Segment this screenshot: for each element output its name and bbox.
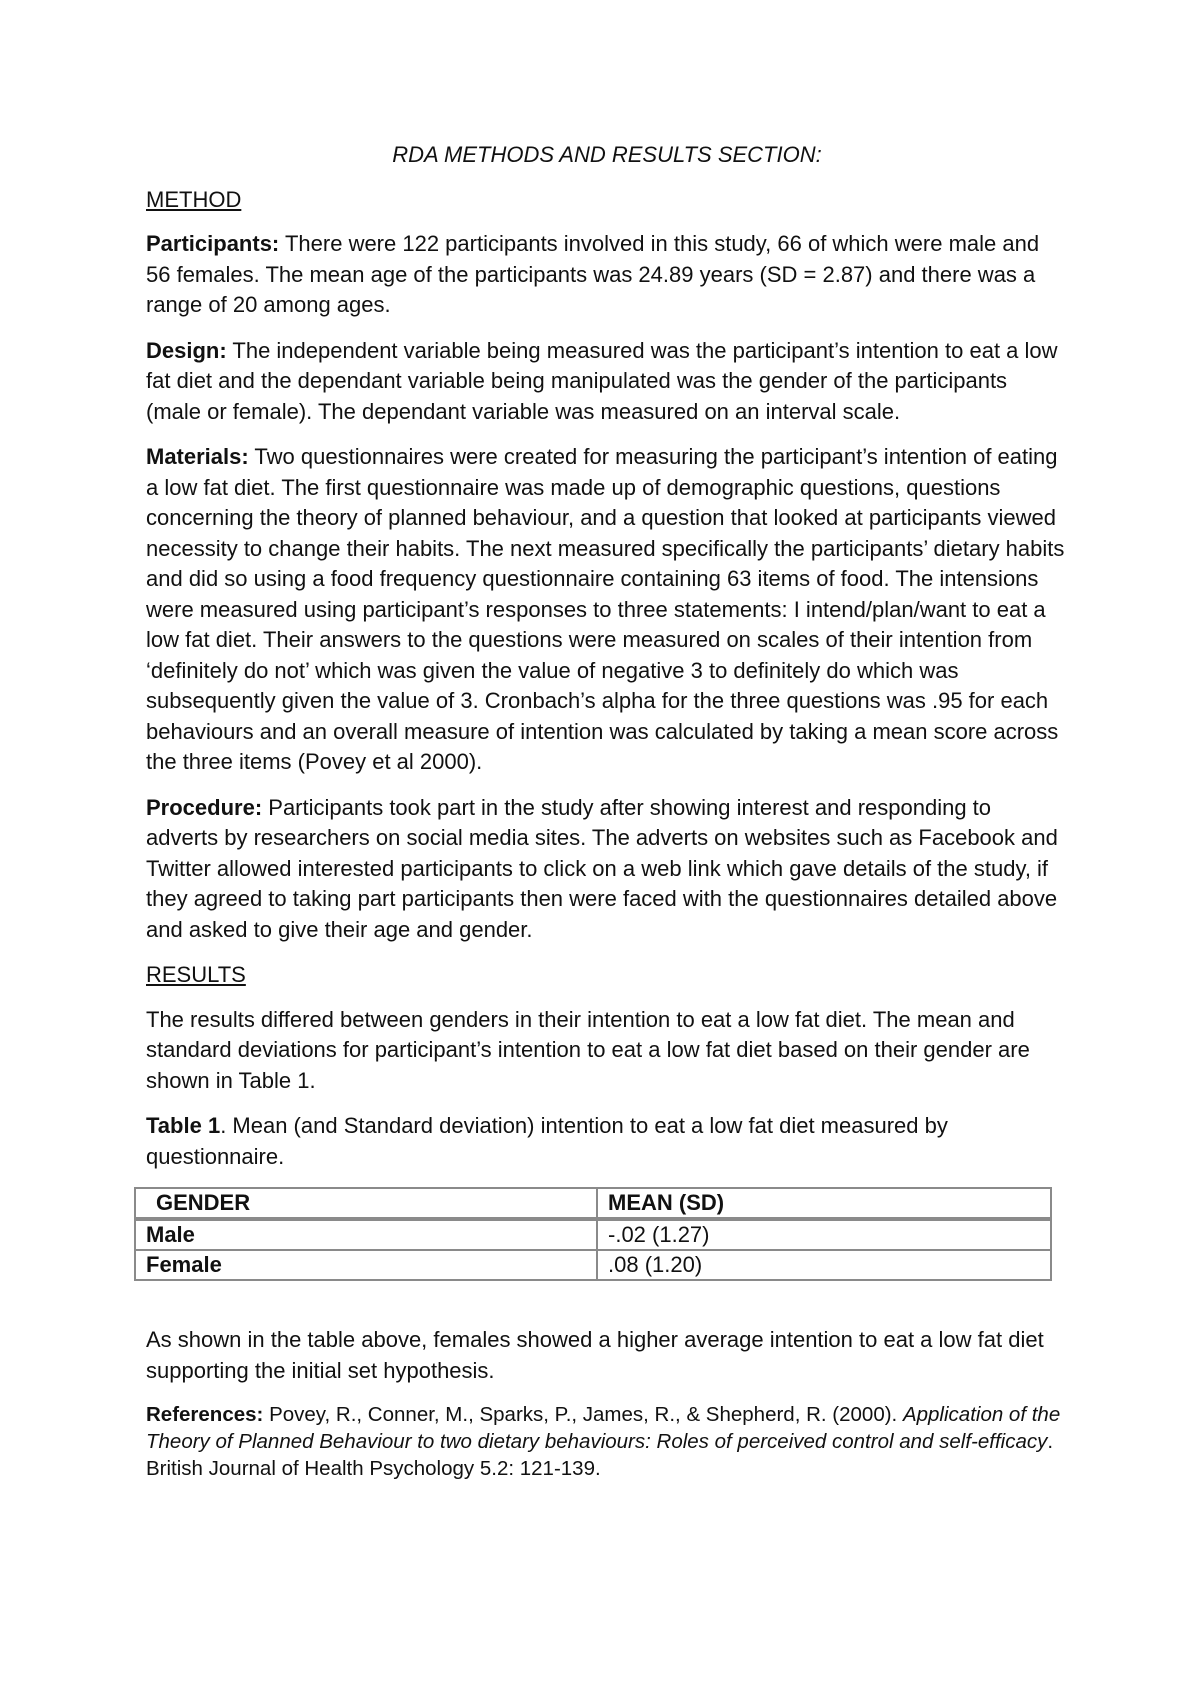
materials-paragraph (146, 442, 1068, 778)
document-page (146, 140, 1068, 1497)
table-header-gender: GENDER (135, 1188, 597, 1219)
references-authors: Povey, R., Conner, M., Sparks, P., James, R., & Shepherd, R. (2000). (263, 1403, 903, 1426)
references-paragraph (146, 1401, 1068, 1482)
participants-text: There were 122 participants involved in this study, 66 of which were male and 56 females. The mean age of the participants was 24.89 years (SD = 2.87) and there was a range of 20 among ages. (146, 231, 1040, 317)
table-caption (146, 1111, 1068, 1172)
table-cell-mean: .08 (1.20) (597, 1250, 1051, 1280)
participants-label: Participants: (146, 231, 280, 256)
procedure-paragraph (146, 793, 1068, 946)
table-header-row (135, 1188, 1051, 1219)
procedure-label: Procedure: (146, 794, 263, 820)
results-heading: RESULTS (146, 962, 246, 987)
table-caption-label: Table 1 (146, 1113, 221, 1138)
table-cell-gender: Male (135, 1219, 597, 1250)
table-row (135, 1250, 1051, 1280)
design-paragraph (146, 336, 1068, 428)
design-text: The independent variable being measured was the participant’s intention to eat a low fat diet and the dependant variable being manipulated was the gender of the participants (male or female). The dependant variable was measured on an interval scale. (146, 337, 1058, 424)
references-label: References: (146, 1403, 264, 1426)
references-title: Application of the Theory of Planned Behaviour to two dietary behaviours: Roles of perceived control and self-efficacy (146, 1403, 1061, 1453)
table-header-mean: MEAN (SD) (597, 1188, 1051, 1219)
references-source: . British Journal of Health Psychology 5.2: 121-139. (146, 1430, 1054, 1480)
table-caption-text: . Mean (and Standard deviation) intention to eat a low fat diet measured by questionnaire. (146, 1113, 948, 1169)
results-table (134, 1187, 1052, 1281)
document-title: RDA METHODS AND RESULTS SECTION: (392, 142, 822, 167)
table-cell-mean: -.02 (1.27) (597, 1219, 1051, 1250)
procedure-text: Participants took part in the study after showing interest and responding to adverts by researchers on social media sites. The adverts on websites such as Facebook and Twitter allowed interested participants to click on a web link which gave details of the study, if they agreed to taking part participants then were faced with the questionnaires detailed above and asked to give their age and gender. (146, 794, 1058, 942)
participants-paragraph (146, 229, 1068, 321)
method-heading: METHOD (146, 186, 242, 212)
table-row (135, 1219, 1051, 1250)
materials-label: Materials: (146, 444, 249, 469)
table-cell-gender: Female (135, 1250, 597, 1280)
results-intro: The results differed between genders in their intention to eat a low fat diet. The mean and standard deviations for participant’s intention to eat a low fat diet based on their gender are shown in Table 1. (146, 1006, 1030, 1093)
materials-text: Two questionnaires were created for measuring the participant’s intention of eating a low fat diet. The first questionnaire was made up of demographic questions, questions concerning the theory of planned behaviour, and a question that looked at participants viewed necessity to change their habits. The next measured specifically the participants’ dietary habits and did so using a food frequency questionnaire containing 63 items of food. The intensions were measured using participant’s responses to three statements: I intend/plan/want to eat a low fat diet. Their answers to the questions were measured on scales of their intention from ‘definitely do not’ which was given the value of negative 3 to definitely do which was subsequently given the value of 3. Cronbach’s alpha for the three questions was .95 for each behaviours and an overall measure of intention was calculated by taking a mean score across the three items (Povey et al 2000). (146, 444, 1065, 774)
conclusion-paragraph: As shown in the table above, females showed a higher average intention to eat a low fat diet supporting the initial set hypothesis. (146, 1327, 1044, 1383)
design-label: Design: (146, 337, 227, 363)
